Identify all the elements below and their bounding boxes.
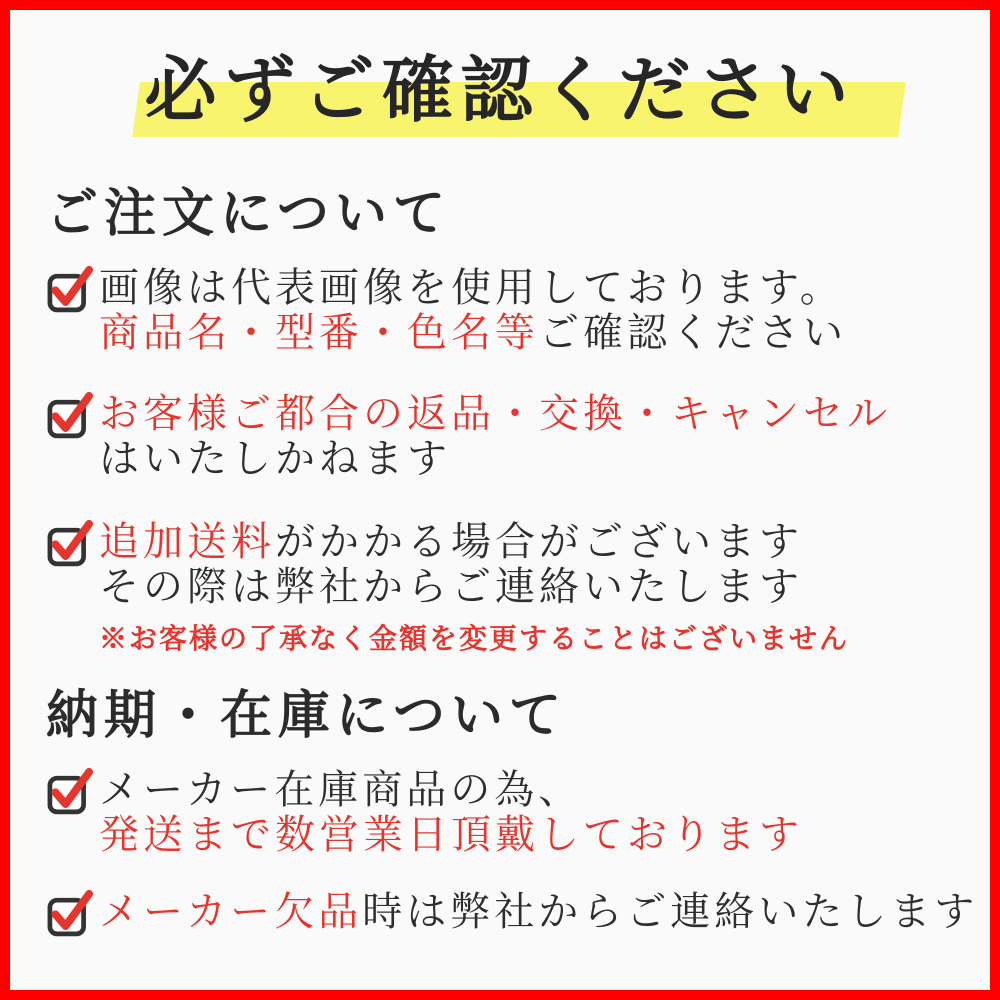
- item-segment: はいたしかねます: [99, 436, 451, 482]
- item-segment-red: 発送まで数営業日頂戴しております: [99, 812, 803, 858]
- item-segment: その際は弊社からご連絡いたします: [99, 564, 803, 610]
- item-line: [99, 266, 954, 311]
- list-item: [46, 520, 954, 656]
- list-item: [46, 266, 954, 356]
- title-block: [46, 10, 954, 130]
- item-text: [99, 392, 954, 482]
- item-segment-red: 商品名・型番・色名等: [99, 310, 539, 356]
- item-text: [99, 890, 978, 935]
- item-line: [99, 392, 954, 437]
- item-line: [99, 311, 954, 356]
- checkbox-checked-icon: [46, 768, 93, 815]
- item-line: [99, 520, 954, 565]
- item-segment: 画像は代表画像を使用しております。: [99, 265, 844, 311]
- item-line: [99, 565, 954, 610]
- item-segment: がかかる場合がございます: [275, 519, 803, 565]
- item-line: [99, 437, 954, 482]
- item-segment-red: 追加送料: [99, 519, 275, 565]
- checkbox-checked-icon: [46, 266, 93, 313]
- checkbox-checked-icon: [46, 392, 93, 439]
- item-line: [99, 890, 978, 935]
- notice-page: [10, 10, 990, 937]
- item-segment-red: お客様ご都合の返品・交換・キャンセル: [99, 391, 891, 437]
- list-item: [46, 392, 954, 482]
- item-note: ※お客様の了承なく金額を変更することはございません: [99, 622, 850, 655]
- checkbox-checked-icon: [46, 520, 93, 567]
- page-title: 必ずご確認ください: [144, 47, 856, 132]
- section-heading-delivery-stock: 納期・在庫について: [46, 685, 567, 746]
- item-line: [99, 768, 954, 813]
- section-heading-orders: ご注文について: [46, 183, 451, 244]
- item-text: [99, 266, 954, 356]
- item-segment-red: メーカー欠品: [99, 889, 363, 935]
- list-item: [46, 768, 954, 858]
- checkbox-checked-icon: [46, 890, 93, 937]
- item-segment: ご確認ください: [539, 310, 847, 356]
- item-segment: メーカー在庫商品の為、: [99, 767, 583, 813]
- list-item: [46, 889, 979, 937]
- item-segment: 時は弊社からご連絡いたします: [362, 889, 979, 935]
- item-text: [99, 768, 954, 858]
- item-line: [99, 813, 954, 858]
- item-text: [99, 520, 954, 656]
